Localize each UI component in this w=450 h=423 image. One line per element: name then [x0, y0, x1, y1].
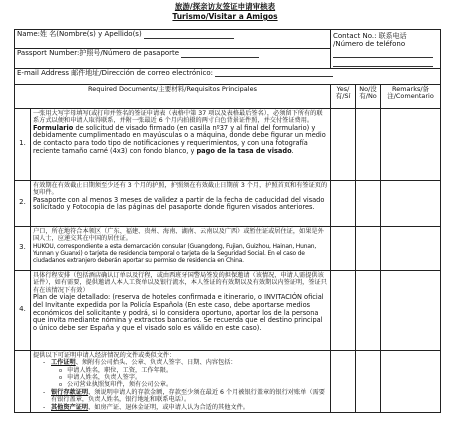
row-number: 2.	[15, 180, 31, 226]
document-title-zh: 旅游/探亲访友签证申请审核表	[174, 2, 276, 11]
requirement-cell	[31, 350, 331, 413]
yes-checkbox-cell[interactable]	[331, 108, 356, 180]
contact-label-es: /Número de teléfono	[333, 39, 406, 48]
other-assets-item: - 其他资产证明、如房产证、退休金证明，或申请人认为合适的其他文件。	[43, 404, 328, 411]
contact-field[interactable]	[331, 30, 441, 69]
financial-intro: 提供以下可证明申请人经济情况的文件或类似文件：	[33, 351, 176, 359]
sub-item: o 公司营业执照复印件，须有公司公章。	[59, 381, 328, 388]
no-checkbox-cell[interactable]	[356, 350, 381, 413]
requirement-zh: 户口，所在地符合本领区（广东、福建、贵州、海南、湖南、云南以及广西）或暂住证或居住证，如果是外国人士，应递交其在中国的居住证。	[33, 227, 324, 243]
yes-checkbox-cell[interactable]	[331, 270, 356, 350]
application-form-table	[14, 29, 441, 413]
bank-proof-item: - 银行存款证明、须说明申请人的存款金额，存款至少须在最近 6 个月被银行盖章的银行对账单（需要有银行盖章，负责人姓名，银行地址和联系电话）。	[43, 389, 328, 404]
header-no: No/没有/No	[356, 84, 381, 108]
no-checkbox-cell[interactable]	[356, 226, 381, 270]
remarks-cell[interactable]	[381, 270, 441, 350]
name-label: Name:姓 名(Nombre(s) y Apellido(s)	[17, 30, 142, 38]
row-number: 1.	[15, 108, 31, 180]
email-line	[215, 70, 333, 77]
name-line	[144, 32, 234, 39]
requirement-zh: 有效期在有效截止日期须至少还有 3 个月的护照，护照须在有效截止日期前 3 个月，护照首页和有签证页的复印件。	[33, 181, 328, 197]
requirement-zh: 具体行程安排（包括酒店确认订单以及行程，或由西班牙国警局签发的担保邀请（该情况，申请人需提供该证件），如有需要，提供邀请人本人工资单以及银行流水，本人签证的有效期以及有效期以内签证明，签证只有在该情况下有效）	[33, 271, 327, 294]
remarks-cell[interactable]	[381, 180, 441, 226]
yes-checkbox-cell[interactable]	[331, 180, 356, 226]
row-number: 3.	[15, 226, 31, 270]
no-checkbox-cell[interactable]	[356, 270, 381, 350]
requirement-cell	[31, 270, 331, 350]
sub-item: o 申请人姓名，职位，工资，工作年限。	[59, 367, 328, 374]
requirement-es: Plan de viaje detallado: (reserva de hoteles confirmada e itinerario, o INVITACIÓN oficial del Invitante expedida por la Policía Española (En este caso, debe aportarse medios económicos del solicitante y podrá, si lo considera oportuno, aportar los de la persona que invita mediante nómina y extractos bancarios. Se recuerda que el destino principal o único debe ser España y que el visado solo es válido en este caso).	[33, 292, 324, 333]
checklist-row-2	[15, 180, 441, 226]
contact-line-1	[333, 51, 433, 58]
no-checkbox-cell[interactable]	[356, 108, 381, 180]
checklist-row-1	[15, 108, 441, 180]
row-number: 4.	[15, 270, 31, 350]
email-label: E-mail Address 邮件地址/Dirección de correo electrónico:	[17, 68, 214, 77]
passport-line	[181, 51, 259, 58]
email-field[interactable]	[15, 68, 441, 84]
requirement-es: de solicitud de visado firmado (en casilla nº37 y al final del formulario) y debidamente cumplimentado en mayúsculas o a máquina, donde debe figurar un medio de contacto para todo tipo de notificaciones y requerimientos, y con una fotografía reciente tamaño carné (4x3) con fondo blanco, y	[33, 123, 326, 155]
checklist-row-3	[15, 226, 441, 270]
row-number-empty	[15, 350, 31, 413]
sub-item: o 申请人姓名，负责人签字。	[59, 374, 328, 381]
requirement-es-fee: pago de la tasa de visado	[196, 146, 292, 155]
yes-checkbox-cell[interactable]	[331, 350, 356, 413]
checklist-row-4	[15, 270, 441, 350]
no-checkbox-cell[interactable]	[356, 180, 381, 226]
header-yes: Yes/有/Sí	[331, 84, 356, 108]
requirement-cell: 一张用大写字母填写(或打印并签名的签证申请表（表格中第 37 项以及表格最后签名），必须留下所有的联系方式以便和申请人取得联系，并附一张最近 6 个月内拍摄的两寸白色背景证件照，并交付签证费用。 Formulario de solicitud de visado firmado (en casilla nº37 y al final del formulario) y debidamente cumplimentado en mayúsculas o a máquina, donde debe figurar un medio de contacto para todo tipo de notificaciones y requerimientos, y con una fotografía reciente tamaño carné (4x3) con fondo blanco, y pago de la tasa de visado.	[31, 108, 331, 180]
yes-checkbox-cell[interactable]	[331, 226, 356, 270]
contact-line-2	[333, 60, 433, 67]
name-field[interactable]	[15, 30, 331, 49]
requirement-es: Pasaporte con al menos 3 meses de validez a partir de la fecha de caducidad del visado solicitado y Fotocopia de las páginas del pasaporte donde figuren visados anteriores.	[33, 195, 325, 212]
requirement-es: HUKOU, correspondiente a esta demarcación consular (Guangdong, Fujian, Guizhou, Hainan, Hunan, Yunnan y Guanxi) o tarjeta de residencia temporal o tarjeta de la Seguridad Social. En el caso de ciudadanos extranjero deberán aportar su permiso de residencia en China.	[33, 242, 317, 264]
passport-field[interactable]	[15, 49, 331, 68]
remarks-cell[interactable]	[381, 226, 441, 270]
checklist-header	[15, 84, 441, 108]
requirement-cell	[31, 226, 331, 270]
header-required: Required Documents/主要材料/Requisitos Principales	[15, 84, 331, 108]
remarks-cell[interactable]	[381, 108, 441, 180]
requirement-zh: 一张用大写字母填写(或打印并签名的签证申请表（表格中第 37 项以及表格最后签名），必须留下所有的联系方式以便和申请人取得联系，并附一张最近 6 个月内拍摄的两寸白色背景证件照，并交付签证费用。	[33, 109, 323, 125]
document-title-es: Turismo/Visitar a Amigos	[172, 12, 278, 21]
passport-label: Passport Number:护照号/Número de pasaporte	[17, 49, 180, 58]
checklist-row-5	[15, 350, 441, 413]
header-remarks: Remarks/备注/Comentario	[381, 84, 441, 108]
employment-proof-item: - 工作证明、须附有公司抬头、公章、负责人签字、日期、内容包括：	[43, 359, 328, 366]
contact-label: Contact No.: 联系电话	[333, 32, 407, 40]
requirement-cell	[31, 180, 331, 226]
requirement-es-bold: Formulario	[33, 123, 74, 132]
remarks-cell[interactable]	[381, 350, 441, 413]
